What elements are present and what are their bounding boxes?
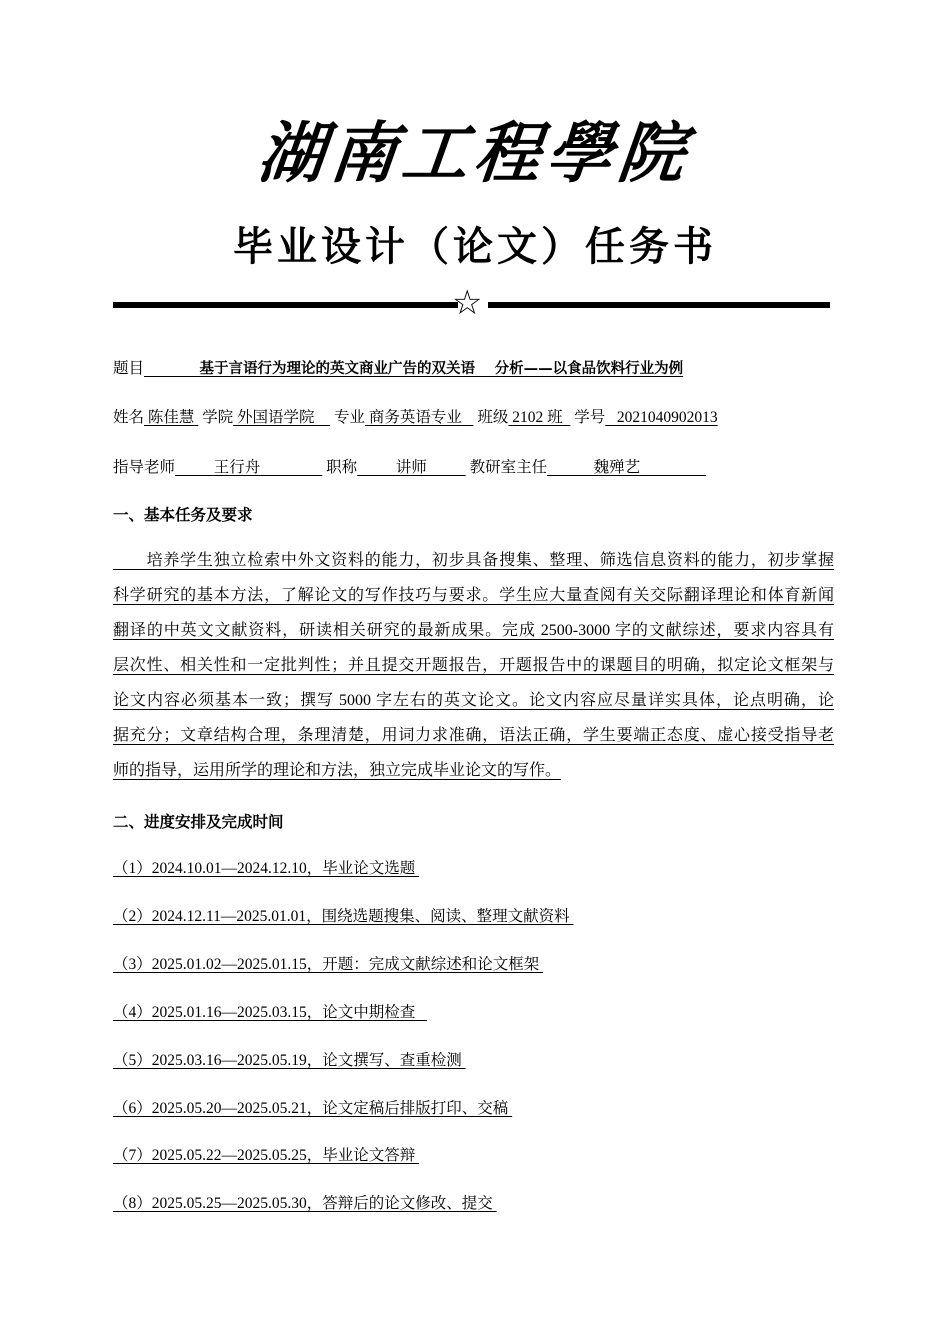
requirement-line: 培养学生独立检索中外文资料的能力，初步具备搜集、整理、筛选信息资料的能力，初步掌握 bbox=[113, 552, 834, 569]
advisor-row bbox=[113, 455, 706, 477]
requirement-line: 据充分；文章结构合理，条理清楚，用词力求准确，语法正确，学生要端正态度、虚心接受指导老 bbox=[113, 727, 834, 744]
requirement-line: 翻译的中英文文献资料，研读相关研究的最新成果。完成 2500-3000 字的文献综述，要求内容具有 bbox=[113, 622, 834, 639]
id-label: 学号 bbox=[574, 409, 606, 426]
college-label: 学院 bbox=[202, 409, 234, 426]
rank-label: 职称 bbox=[326, 459, 358, 476]
schedule-item: （5）2025.03.16—2025.05.19，论文撰写、查重检测 bbox=[113, 1051, 466, 1069]
name-value: 陈佳慧 bbox=[147, 409, 195, 426]
university-logo: 湖南工程學院 bbox=[254, 114, 695, 192]
requirement-line: 师的指导，运用所学的理论和方法，独立完成毕业论文的写作。 bbox=[113, 762, 562, 779]
name-label: 姓名 bbox=[113, 409, 145, 426]
advisor-value: 王行舟 bbox=[213, 459, 261, 476]
student-info-row bbox=[113, 405, 718, 427]
major-value: 商务英语专业 bbox=[368, 409, 462, 426]
college-value: 外国语学院 bbox=[237, 409, 315, 426]
schedule-item: （8）2025.05.25—2025.05.30，答辩后的论文修改、提交 bbox=[113, 1195, 497, 1213]
schedule-item: （3）2025.01.02—2025.01.15，开题：完成文献综述和论文框架 bbox=[113, 955, 544, 973]
requirement-line: 论文内容必须基本一致；撰写 5000 字左右的英文论文。论文内容应尽量详实具体，论点明确，论 bbox=[113, 692, 834, 709]
schedule-item: （6）2025.05.20—2025.05.21，论文定稿后排版打印、交稿 bbox=[113, 1099, 513, 1117]
section1-heading: 一、基本任务及要求 bbox=[113, 506, 253, 524]
section2-heading: 二、进度安排及完成时间 bbox=[113, 813, 284, 831]
major-label: 专业 bbox=[333, 409, 365, 426]
schedule-item: （1）2024.10.01—2024.12.10，毕业论文选题 bbox=[113, 860, 420, 877]
director-value: 魏殚艺 bbox=[593, 459, 641, 476]
requirement-line: 科学研究的基本方法，了解论文的写作技巧与要求。学生应大量查阅有关交际翻译理论和体育新闻 bbox=[113, 587, 834, 604]
star-icon: ☆ bbox=[452, 285, 483, 322]
schedule-item: （4）2025.01.16—2025.03.15，论文中期检查 bbox=[113, 1003, 427, 1021]
director-label: 教研室主任 bbox=[469, 459, 548, 476]
advisor-label: 指导老师 bbox=[113, 459, 176, 476]
topic-row bbox=[113, 356, 683, 378]
rank-value: 讲师 bbox=[395, 459, 427, 476]
document-title: 毕业设计（论文）任务书 bbox=[233, 224, 717, 270]
schedule-item: （7）2025.05.22—2025.05.25，毕业论文答辩 bbox=[113, 1147, 420, 1165]
class-value: 2102 班 bbox=[512, 409, 563, 426]
class-label: 班级 bbox=[477, 409, 509, 426]
id-value: 2021040902013 bbox=[616, 409, 718, 426]
topic-label: 题目 bbox=[113, 360, 145, 377]
schedule-item: （2）2024.12.11—2025.01.01，围绕选题搜集、阅读、整理文献资料 bbox=[113, 907, 574, 925]
requirement-line: 层次性、相关性和一定批判性；并且提交开题报告，开题报告中的课题目的明确，拟定论文框架与 bbox=[113, 657, 834, 674]
divider-left bbox=[113, 302, 458, 308]
divider-right bbox=[488, 302, 830, 308]
topic-value: 基于言语行为理论的英文商业广告的双关语 分析——以食品饮料行业为例 bbox=[199, 361, 684, 377]
